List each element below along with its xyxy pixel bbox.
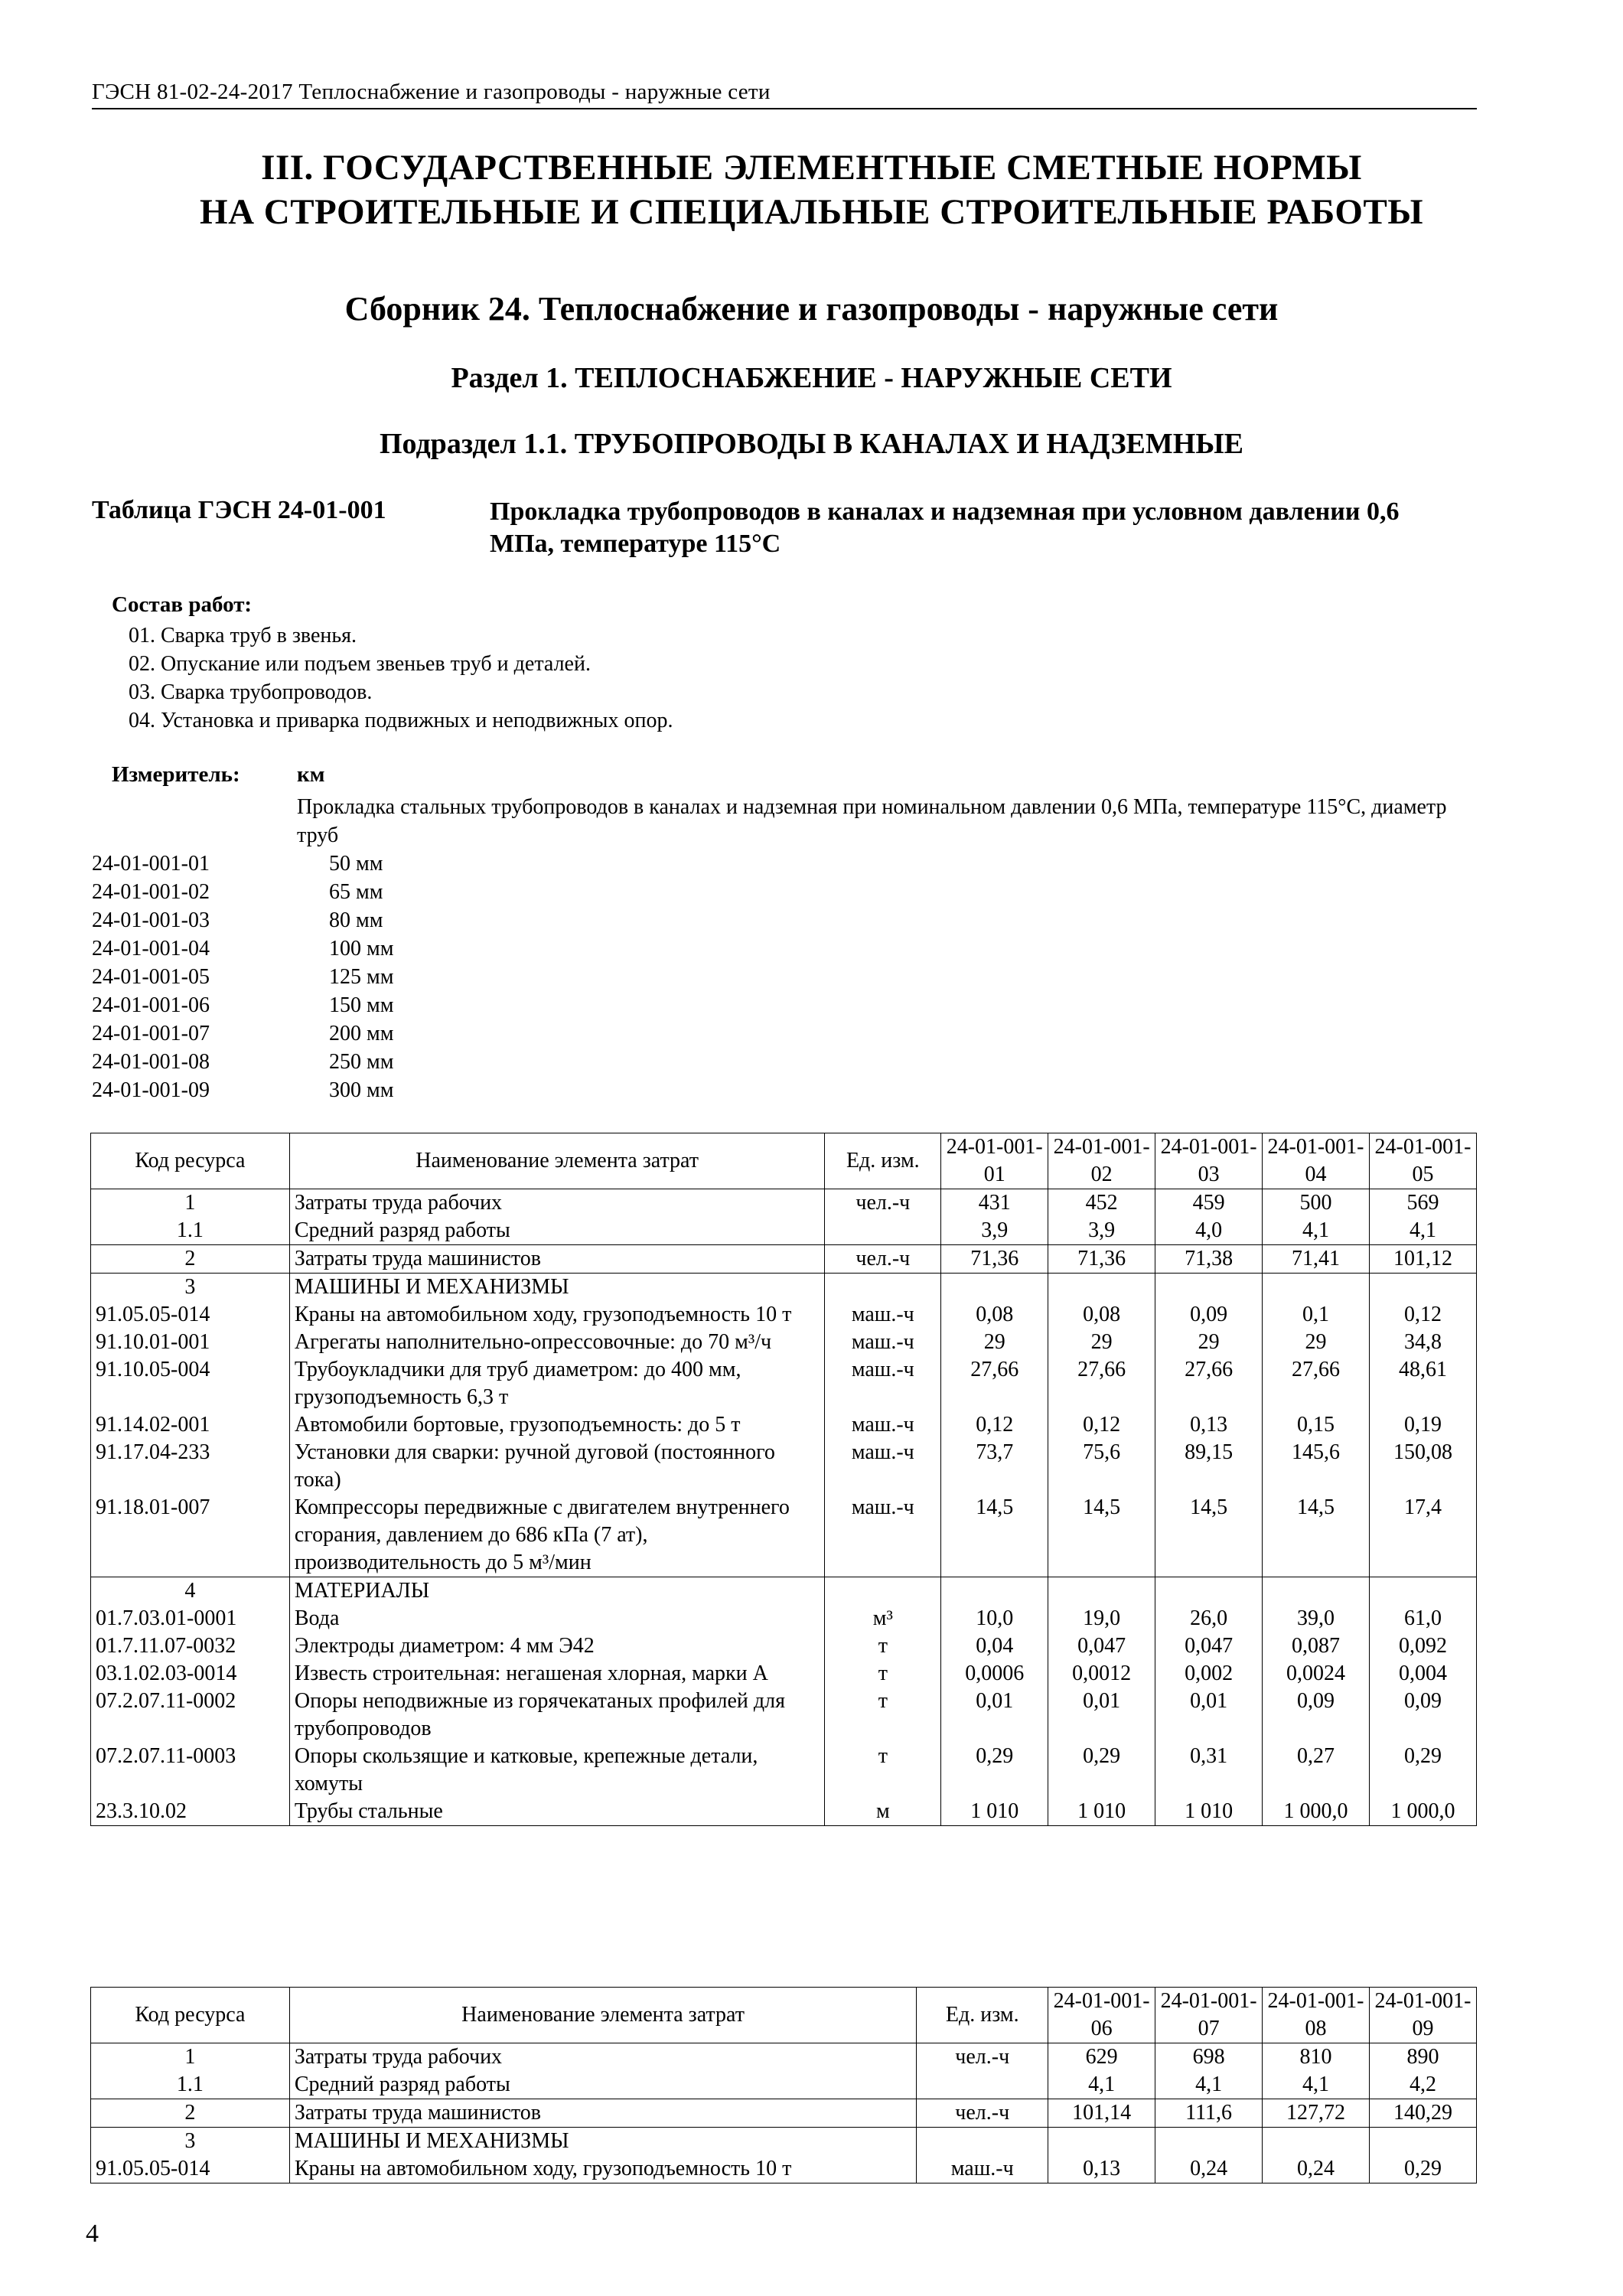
value-cell: 73,7 — [941, 1439, 1048, 1494]
unit-cell — [917, 2071, 1048, 2099]
value-cell: 89,15 — [1155, 1439, 1263, 1494]
value-cell: 27,66 — [1263, 1356, 1370, 1411]
cost-element-cell: МАТЕРИАЛЫ — [289, 1577, 825, 1606]
table-row — [91, 1301, 1477, 1329]
value-cell: 0,08 — [941, 1301, 1048, 1329]
table-row — [91, 1217, 1477, 1245]
value-cell: 75,6 — [1048, 1439, 1155, 1494]
cost-element-cell: Краны на автомобильном ходу, грузоподъемность 10 т — [289, 1301, 825, 1329]
value-cell: 14,5 — [1263, 1494, 1370, 1577]
value-cell: 0,09 — [1263, 1688, 1370, 1743]
value-cell: 0,09 — [1370, 1688, 1477, 1743]
value-cell: 0,12 — [1048, 1411, 1155, 1439]
table-row — [91, 2128, 1477, 2156]
pipe-diameter: 80 мм — [329, 908, 383, 932]
value-cell: 0,047 — [1048, 1632, 1155, 1660]
unit-cell: маш.-ч — [825, 1494, 941, 1577]
table-row — [91, 1439, 1477, 1494]
unit-cell — [825, 1217, 941, 1245]
value-cell: 0,08 — [1048, 1301, 1155, 1329]
header-norm-column: 24-01-001-06 — [1048, 1988, 1155, 2043]
cost-element-cell: Трубоукладчики для труб диаметром: до 400 мм, грузоподъемность 6,3 т — [289, 1356, 825, 1411]
value-cell — [1263, 1577, 1370, 1606]
value-cell: 27,66 — [941, 1356, 1048, 1411]
header-resource-code: Код ресурса — [91, 1133, 290, 1189]
value-cell: 0,09 — [1155, 1301, 1263, 1329]
value-cell — [941, 1274, 1048, 1302]
value-cell: 29 — [1155, 1329, 1263, 1356]
header-norm-column: 24-01-001-07 — [1155, 1988, 1263, 2043]
value-cell: 71,36 — [1048, 1245, 1155, 1274]
cost-element-cell: Опоры неподвижные из горячекатаных профилей для трубопроводов — [289, 1688, 825, 1743]
norm-code: 24-01-001-01 — [92, 852, 210, 876]
unit-cell: м — [825, 1798, 941, 1826]
value-cell: 39,0 — [1263, 1605, 1370, 1632]
value-cell: 4,1 — [1263, 1217, 1370, 1245]
value-cell: 500 — [1263, 1189, 1370, 1218]
resource-code-cell: 2 — [91, 1245, 290, 1274]
cost-element-cell: Автомобили бортовые, грузоподъемность: до 5 т — [289, 1411, 825, 1439]
works-item: 04. Установка и приварка подвижных и неподвижных опор. — [129, 709, 673, 732]
value-cell: 101,12 — [1370, 1245, 1477, 1274]
resource-code-cell: 01.7.11.07-0032 — [91, 1632, 290, 1660]
norm-code: 24-01-001-07 — [92, 1022, 210, 1045]
value-cell: 101,14 — [1048, 2099, 1155, 2128]
table-row — [91, 2099, 1477, 2128]
header-norm-column: 24-01-001-05 — [1370, 1133, 1477, 1189]
value-cell: 0,0012 — [1048, 1660, 1155, 1688]
resource-code-cell: 03.1.02.03-0014 — [91, 1660, 290, 1688]
norm-code-row — [92, 878, 393, 906]
header-norm-column: 24-01-001-01 — [941, 1133, 1048, 1189]
table-row — [91, 1632, 1477, 1660]
value-cell: 0,01 — [1155, 1688, 1263, 1743]
table-row — [91, 1577, 1477, 1606]
value-cell: 0,12 — [1370, 1301, 1477, 1329]
value-cell: 34,8 — [1370, 1329, 1477, 1356]
value-cell: 0,15 — [1263, 1411, 1370, 1439]
value-cell: 1 010 — [941, 1798, 1048, 1826]
value-cell: 0,002 — [1155, 1660, 1263, 1688]
resource-code-cell: 91.14.02-001 — [91, 1411, 290, 1439]
table-row — [91, 1688, 1477, 1743]
value-cell: 0,31 — [1155, 1743, 1263, 1798]
norm-code-row — [92, 963, 393, 991]
norm-code-row — [92, 906, 393, 934]
value-cell — [1155, 1577, 1263, 1606]
table-row — [91, 1329, 1477, 1356]
value-cell: 0,1 — [1263, 1301, 1370, 1329]
value-cell: 61,0 — [1370, 1605, 1477, 1632]
unit-cell: т — [825, 1743, 941, 1798]
measure-value: км — [297, 762, 325, 787]
value-cell: 0,01 — [941, 1688, 1048, 1743]
value-cell: 0,004 — [1370, 1660, 1477, 1688]
running-header: ГЭСН 81-02-24-2017 Теплоснабжение и газопроводы - наружные сети — [92, 80, 1477, 109]
norm-table-caption: Прокладка трубопроводов в каналах и надземная при условном давлении 0,6 МПа, температуре 115°С — [490, 497, 1400, 558]
unit-cell: м³ — [825, 1605, 941, 1632]
value-cell: 0,29 — [1370, 1743, 1477, 1798]
value-cell: 71,38 — [1155, 1245, 1263, 1274]
norm-code-row — [92, 1076, 393, 1104]
header-cost-element: Наименование элемента затрат — [289, 1133, 825, 1189]
value-cell: 3,9 — [1048, 1217, 1155, 1245]
table-row — [91, 1605, 1477, 1632]
resource-code-cell: 91.10.05-004 — [91, 1356, 290, 1411]
value-cell: 26,0 — [1155, 1605, 1263, 1632]
resource-code-cell: 91.05.05-014 — [91, 1301, 290, 1329]
cost-element-cell: Краны на автомобильном ходу, грузоподъемность 10 т — [289, 2155, 916, 2183]
cost-element-cell: Затраты труда машинистов — [289, 2099, 916, 2128]
unit-cell: т — [825, 1688, 941, 1743]
section-title: Раздел 1. ТЕПЛОСНАБЖЕНИЕ - НАРУЖНЫЕ СЕТИ — [451, 362, 1172, 394]
pipe-diameter: 250 мм — [329, 1050, 394, 1074]
value-cell: 48,61 — [1370, 1356, 1477, 1411]
table-row — [91, 1494, 1477, 1577]
value-cell: 3,9 — [941, 1217, 1048, 1245]
resource-code-cell: 1 — [91, 2043, 290, 2072]
norm-code-row — [92, 850, 393, 878]
value-cell: 29 — [1048, 1329, 1155, 1356]
value-cell: 0,0024 — [1263, 1660, 1370, 1688]
value-cell: 140,29 — [1369, 2099, 1476, 2128]
pipe-diameter: 100 мм — [329, 937, 394, 960]
value-cell: 0,0006 — [941, 1660, 1048, 1688]
unit-cell — [825, 1274, 941, 1302]
value-cell — [1048, 1274, 1155, 1302]
value-cell — [1048, 2128, 1155, 2156]
table-row — [91, 2155, 1477, 2183]
measure-label: Измеритель: — [112, 762, 240, 787]
value-cell: 127,72 — [1263, 2099, 1370, 2128]
table-row — [91, 1798, 1477, 1826]
cost-element-cell: Компрессоры передвижные с двигателем внутреннего сгорания, давлением до 686 кПа (7 ат), производительность до 5 м³/мин — [289, 1494, 825, 1577]
resource-code-cell: 1 — [91, 1189, 290, 1218]
header-unit: Ед. изм. — [917, 1988, 1048, 2043]
norm-code: 24-01-001-02 — [92, 880, 210, 904]
resource-table-2-body — [91, 2043, 1477, 2183]
unit-cell: маш.-ч — [917, 2155, 1048, 2183]
value-cell: 4,1 — [1370, 1217, 1477, 1245]
norm-code: 24-01-001-08 — [92, 1050, 210, 1074]
table-row — [91, 1411, 1477, 1439]
table-row — [91, 1245, 1477, 1274]
pipe-diameter: 200 мм — [329, 1022, 394, 1045]
resource-code-cell: 01.7.03.01-0001 — [91, 1605, 290, 1632]
cost-element-cell: Затраты труда машинистов — [289, 1245, 825, 1274]
works-item: 01. Сварка труб в звенья. — [129, 624, 357, 647]
norm-code-row — [92, 991, 393, 1019]
page-number: 4 — [86, 2219, 99, 2248]
pipe-diameter: 65 мм — [329, 880, 383, 904]
value-cell: 0,24 — [1263, 2155, 1370, 2183]
value-cell: 698 — [1155, 2043, 1263, 2072]
cost-element-cell: Известь строительная: негашеная хлорная, марки А — [289, 1660, 825, 1688]
norm-code: 24-01-001-06 — [92, 993, 210, 1017]
value-cell: 14,5 — [941, 1494, 1048, 1577]
works-item: 02. Опускание или подъем звеньев труб и деталей. — [129, 652, 591, 676]
main-title-line-1: III. ГОСУДАРСТВЕННЫЕ ЭЛЕМЕНТНЫЕ СМЕТНЫЕ НОРМЫ — [261, 148, 1362, 188]
cost-element-cell: Затраты труда рабочих — [289, 1189, 825, 1218]
header-unit: Ед. изм. — [825, 1133, 941, 1189]
norm-code: 24-01-001-09 — [92, 1078, 210, 1102]
header-resource-code: Код ресурса — [91, 1988, 290, 2043]
table-row — [91, 1743, 1477, 1798]
resource-code-cell: 1.1 — [91, 2071, 290, 2099]
table-row — [91, 1189, 1477, 1218]
unit-cell: т — [825, 1632, 941, 1660]
header-norm-column: 24-01-001-04 — [1263, 1133, 1370, 1189]
pipe-diameter: 50 мм — [329, 852, 383, 876]
value-cell: 0,24 — [1155, 2155, 1263, 2183]
table-row — [91, 2043, 1477, 2072]
unit-cell: чел.-ч — [825, 1189, 941, 1218]
value-cell: 0,13 — [1048, 2155, 1155, 2183]
value-cell: 71,36 — [941, 1245, 1048, 1274]
table-header-row — [91, 1133, 1477, 1189]
resource-code-cell: 1.1 — [91, 1217, 290, 1245]
value-cell: 0,27 — [1263, 1743, 1370, 1798]
value-cell: 71,41 — [1263, 1245, 1370, 1274]
header-cost-element: Наименование элемента затрат — [289, 1988, 916, 2043]
pipe-diameter: 125 мм — [329, 965, 394, 989]
value-cell: 27,66 — [1155, 1356, 1263, 1411]
value-cell: 0,12 — [941, 1411, 1048, 1439]
value-cell: 0,29 — [1369, 2155, 1476, 2183]
resource-code-cell: 91.17.04-233 — [91, 1439, 290, 1494]
norm-code: 24-01-001-05 — [92, 965, 210, 989]
value-cell: 4,0 — [1155, 1217, 1263, 1245]
main-title — [0, 145, 1623, 234]
unit-cell: маш.-ч — [825, 1411, 941, 1439]
value-cell: 569 — [1370, 1189, 1477, 1218]
value-cell: 0,047 — [1155, 1632, 1263, 1660]
pipe-diameter: 150 мм — [329, 993, 394, 1017]
value-cell — [1370, 1274, 1477, 1302]
resource-code-cell: 3 — [91, 1274, 290, 1302]
value-cell: 150,08 — [1370, 1439, 1477, 1494]
value-cell: 0,04 — [941, 1632, 1048, 1660]
norm-codes-list — [92, 850, 393, 1104]
unit-cell: чел.-ч — [917, 2099, 1048, 2128]
unit-cell: чел.-ч — [825, 1245, 941, 1274]
subsection-title: Подраздел 1.1. ТРУБОПРОВОДЫ В КАНАЛАХ И НАДЗЕМНЫЕ — [380, 428, 1243, 460]
resource-code-cell: 07.2.07.11-0003 — [91, 1743, 290, 1798]
resource-table-2 — [90, 1987, 1477, 2183]
header-norm-column: 24-01-001-02 — [1048, 1133, 1155, 1189]
cost-element-cell: МАШИНЫ И МЕХАНИЗМЫ — [289, 1274, 825, 1302]
value-cell — [1155, 2128, 1263, 2156]
value-cell: 4,2 — [1369, 2071, 1476, 2099]
header-norm-column: 24-01-001-03 — [1155, 1133, 1263, 1189]
cost-element-cell: Установки для сварки: ручной дуговой (постоянного тока) — [289, 1439, 825, 1494]
table-row — [91, 2071, 1477, 2099]
value-cell — [1370, 1577, 1477, 1606]
cost-element-cell: Затраты труда рабочих — [289, 2043, 916, 2072]
collection-title: Сборник 24. Теплоснабжение и газопроводы - наружные сети — [344, 290, 1279, 328]
resource-code-cell: 07.2.07.11-0002 — [91, 1688, 290, 1743]
resource-code-cell: 91.05.05-014 — [91, 2155, 290, 2183]
value-cell: 14,5 — [1048, 1494, 1155, 1577]
value-cell: 0,29 — [941, 1743, 1048, 1798]
cost-element-cell: Опоры скользящие и катковые, крепежные детали, хомуты — [289, 1743, 825, 1798]
cost-element-cell: Средний разряд работы — [289, 2071, 916, 2099]
value-cell: 459 — [1155, 1189, 1263, 1218]
works-item: 03. Сварка трубопроводов. — [129, 680, 373, 704]
value-cell: 810 — [1263, 2043, 1370, 2072]
norm-code: 24-01-001-03 — [92, 908, 210, 932]
main-title-line-2: НА СТРОИТЕЛЬНЫЕ И СПЕЦИАЛЬНЫЕ СТРОИТЕЛЬНЫЕ РАБОТЫ — [200, 192, 1423, 232]
value-cell: 29 — [941, 1329, 1048, 1356]
cost-element-cell: Электроды диаметром: 4 мм Э42 — [289, 1632, 825, 1660]
resource-code-cell: 23.3.10.02 — [91, 1798, 290, 1826]
resource-code-cell: 4 — [91, 1577, 290, 1606]
value-cell: 145,6 — [1263, 1439, 1370, 1494]
resource-table-1 — [90, 1133, 1477, 1826]
value-cell: 431 — [941, 1189, 1048, 1218]
norm-code-row — [92, 1019, 393, 1048]
value-cell: 4,1 — [1155, 2071, 1263, 2099]
value-cell: 0,13 — [1155, 1411, 1263, 1439]
value-cell — [1263, 2128, 1370, 2156]
table-row — [91, 1274, 1477, 1302]
table-header-row — [91, 1988, 1477, 2043]
unit-cell: чел.-ч — [917, 2043, 1048, 2072]
value-cell: 629 — [1048, 2043, 1155, 2072]
pipe-diameter: 300 мм — [329, 1078, 394, 1102]
resource-code-cell: 2 — [91, 2099, 290, 2128]
measure-description: Прокладка стальных трубопроводов в каналах и надземная при номинальном давлении 0,6 МПа, температуре 115°С, диаметр труб — [297, 795, 1447, 847]
norm-code-row — [92, 1048, 393, 1076]
value-cell: 1 010 — [1155, 1798, 1263, 1826]
cost-element-cell: Трубы стальные — [289, 1798, 825, 1826]
unit-cell — [917, 2128, 1048, 2156]
value-cell: 29 — [1263, 1329, 1370, 1356]
unit-cell: маш.-ч — [825, 1356, 941, 1411]
value-cell: 0,01 — [1048, 1688, 1155, 1743]
value-cell — [1048, 1577, 1155, 1606]
value-cell: 4,1 — [1263, 2071, 1370, 2099]
value-cell: 17,4 — [1370, 1494, 1477, 1577]
value-cell: 0,29 — [1048, 1743, 1155, 1798]
value-cell: 19,0 — [1048, 1605, 1155, 1632]
resource-code-cell: 91.10.01-001 — [91, 1329, 290, 1356]
works-list — [129, 621, 673, 735]
unit-cell: маш.-ч — [825, 1329, 941, 1356]
header-norm-column: 24-01-001-09 — [1369, 1988, 1476, 2043]
resource-code-cell: 3 — [91, 2128, 290, 2156]
header-norm-column: 24-01-001-08 — [1263, 1988, 1370, 2043]
value-cell — [1263, 1274, 1370, 1302]
cost-element-cell: Средний разряд работы — [289, 1217, 825, 1245]
resource-code-cell: 91.18.01-007 — [91, 1494, 290, 1577]
norm-table-label: Таблица ГЭСН 24-01-001 — [92, 496, 386, 524]
cost-element-cell: МАШИНЫ И МЕХАНИЗМЫ — [289, 2128, 916, 2156]
value-cell — [941, 1577, 1048, 1606]
cost-element-cell: Агрегаты наполнительно-опрессовочные: до 70 м³/ч — [289, 1329, 825, 1356]
value-cell: 4,1 — [1048, 2071, 1155, 2099]
value-cell: 452 — [1048, 1189, 1155, 1218]
unit-cell: т — [825, 1660, 941, 1688]
value-cell: 0,19 — [1370, 1411, 1477, 1439]
unit-cell — [825, 1577, 941, 1606]
norm-code: 24-01-001-04 — [92, 937, 210, 960]
resource-table-1-body — [91, 1189, 1477, 1826]
table-row — [91, 1356, 1477, 1411]
value-cell: 10,0 — [941, 1605, 1048, 1632]
value-cell — [1369, 2128, 1476, 2156]
value-cell: 27,66 — [1048, 1356, 1155, 1411]
value-cell: 0,087 — [1263, 1632, 1370, 1660]
value-cell: 111,6 — [1155, 2099, 1263, 2128]
norm-code-row — [92, 934, 393, 963]
works-heading: Состав работ: — [112, 592, 253, 617]
unit-cell: маш.-ч — [825, 1439, 941, 1494]
cost-element-cell: Вода — [289, 1605, 825, 1632]
value-cell — [1155, 1274, 1263, 1302]
value-cell: 0,092 — [1370, 1632, 1477, 1660]
value-cell: 1 010 — [1048, 1798, 1155, 1826]
value-cell: 1 000,0 — [1263, 1798, 1370, 1826]
value-cell: 890 — [1369, 2043, 1476, 2072]
table-row — [91, 1660, 1477, 1688]
value-cell: 14,5 — [1155, 1494, 1263, 1577]
value-cell: 1 000,0 — [1370, 1798, 1477, 1826]
unit-cell: маш.-ч — [825, 1301, 941, 1329]
